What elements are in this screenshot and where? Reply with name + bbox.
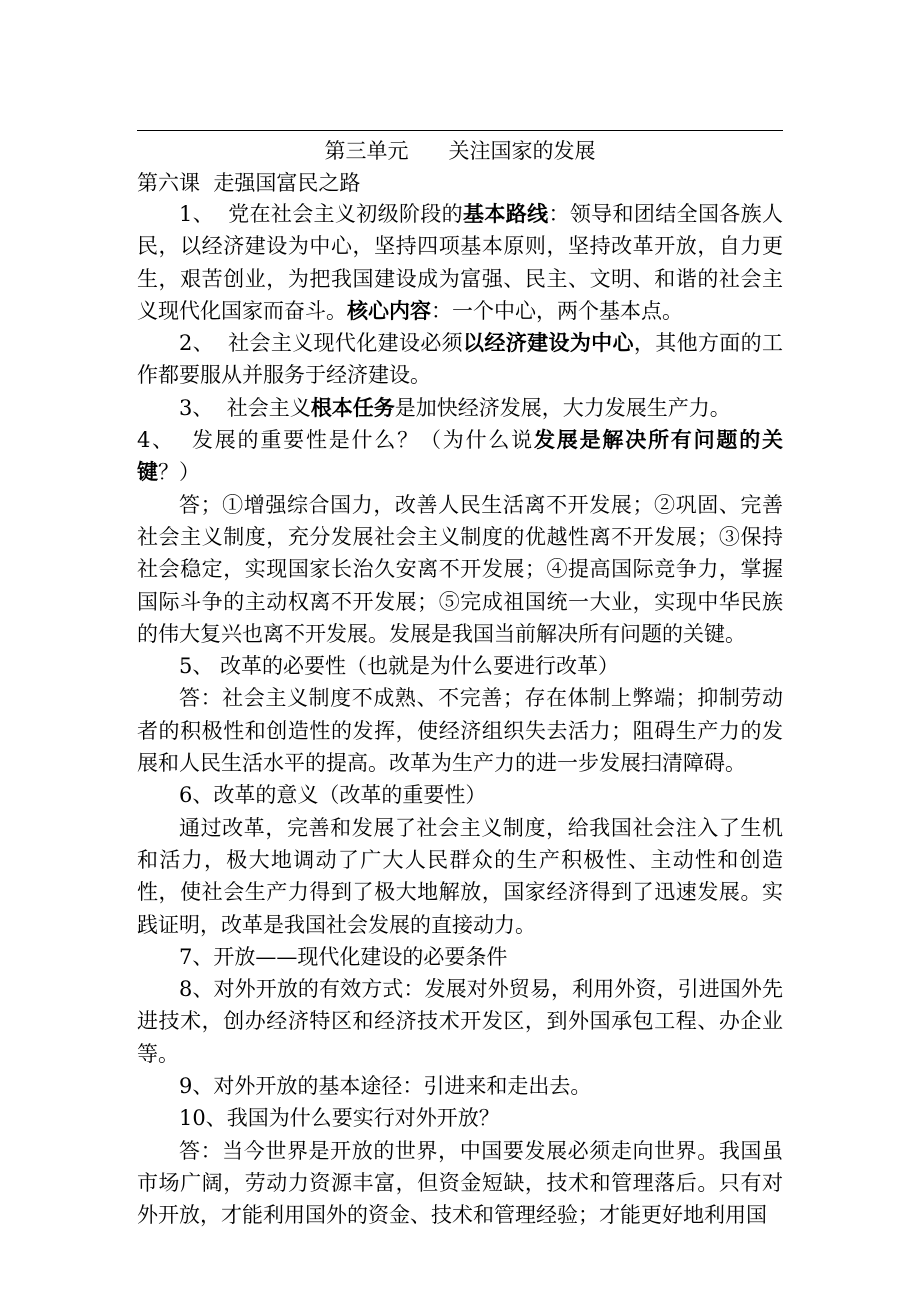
text: 是加快经济发展，大力发展生产力。 [394, 395, 731, 420]
text: 社会主义现代化建设必须 [228, 331, 464, 356]
item-6-answer: 通过改革，完善和发展了社会主义制度，给我国社会注入了生机和活力，极大地调动了广大人民群众的生产积极性、主动性和创造性，使社会生产力得到了极大地解放，国家经济得到了迅速发展。实践证明，改革是我国社会发展的直接动力。 [137, 815, 783, 937]
item-number: 1、 [179, 202, 229, 226]
item-7: 7、开放——现代化建设的必要条件 [179, 944, 508, 969]
item-6: 6、改革的意义（改革的重要性） [179, 783, 487, 808]
bold-term: 根本任务 [310, 394, 395, 420]
item-4-answer: 答；①增强综合国力，改善人民生活离不开发展；②巩固、完善社会主义制度，充分发展社会主义制度的优越性离不开发展；③保持社会稳定，实现国家长治久安离不开发展；④提高国际竞争力，掌握国际斗争的主动权离不开发展；⑤完成祖国统一大业，实现中华民族的伟大复兴也离不开发展。发展是我国当前解决所有问题的关键。 [137, 492, 783, 646]
text: ：一个中心，两个基本点。 [431, 298, 683, 323]
unit-title: 第三单元 关注国家的发展 [324, 139, 596, 163]
item-5-answer: 答：社会主义制度不成熟、不完善；存在体制上弊端；抑制劳动者的积极性和创造性的发挥，使经济组织失去活力；阻碍生产力的发展和人民生活水平的提高。改革为生产力的进一步发展扫清障碍。 [137, 686, 783, 776]
bold-term: 发展是解决所有问题的关键 [137, 427, 784, 485]
text: 发展的重要性是什么？（为什么说 [191, 428, 534, 453]
item-10: 10、我国为什么要实行对外开放？ [179, 1106, 500, 1131]
item-4 [137, 424, 783, 489]
document-body [137, 198, 783, 1232]
item-number: 3、 [179, 395, 227, 420]
item-5: 5、 改革的必要性（也就是为什么要进行改革） [179, 654, 620, 679]
item-10-answer: 答：当今世界是开放的世界，中国要发展必须走向世界。我国虽市场广阔，劳动力资源丰富，但资金短缺，技术和管理落后。只有对外开放，才能利用国外的资金、技术和管理经验；才能更好地利用国 [137, 1138, 783, 1228]
text: 社会主义 [226, 395, 311, 420]
text: 党在社会主义初级阶段的 [228, 202, 464, 226]
item-number: 2、 [179, 331, 229, 356]
bold-term: 基本路线 [463, 201, 549, 226]
text: ？） [158, 460, 200, 485]
item-number: 4、 [137, 428, 192, 453]
header-rule [137, 130, 783, 131]
item-3 [137, 392, 783, 424]
item-8: 8、对外开放的有效方式：发展对外贸易，利用外资，引进国外先进技术，创办经济特区和经济技术开发区，到外国承包工程、办企业等。 [137, 977, 783, 1066]
text: ：领导和团结全国各族人民，以经济建设为中心，坚持四项基本原则，坚持改革开放，自力更生，艰苦创业，为把我国建设成为富强、民主、文明、和谐的社会主义现代化国家而奋斗。 [137, 202, 784, 323]
item-9: 9、对外开放的基本途径：引进来和走出去。 [179, 1074, 592, 1099]
item-1 [137, 198, 783, 327]
text: ，其他方面的工作都要服从并服务于经济建设。 [137, 331, 784, 388]
lesson-title: 第六课 走强国富民之路 [137, 171, 361, 195]
bold-term: 以经济建设为中心 [463, 330, 634, 356]
bold-term: 核心内容 [347, 297, 431, 323]
item-2 [137, 327, 783, 392]
